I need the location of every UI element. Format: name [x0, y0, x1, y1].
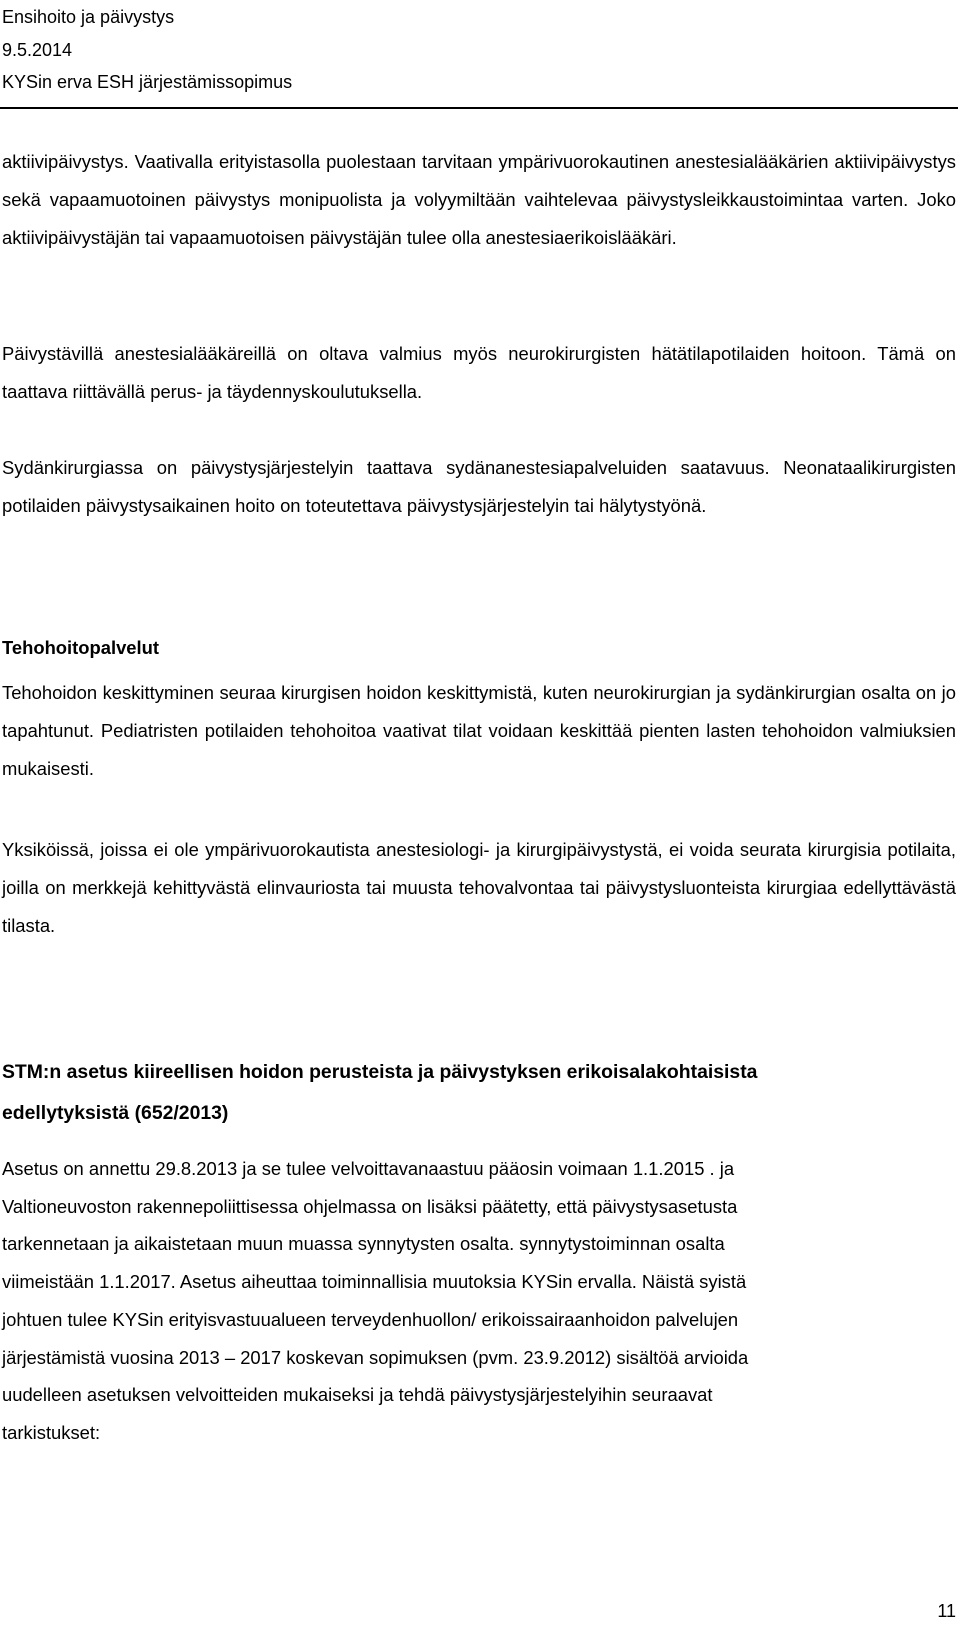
header-date: 9.5.2014	[2, 40, 73, 60]
section-heading-intensive-care: Tehohoitopalvelut	[2, 637, 159, 658]
decree-text-line: uudelleen asetuksen velvoitteiden mukaiseksi ja tehdä päivystysjärjestelyihin seuraavat	[2, 1384, 713, 1405]
paragraph-cardiac-surgery: Sydänkirurgiassa on päivystysjärjestelyin taattava sydänanestesiapalveluiden saatavuus. Neonataalikirurgisten potilaiden päivystysaikainen hoito on toteutettava päivystysjärjestelyin tai hälytystyönä.	[2, 457, 956, 516]
decree-text-line: tarkistukset:	[2, 1422, 101, 1443]
paragraph-neurosurgical-emergency: Päivystävillä anestesialääkäreillä on oltava valmius myös neurokirurgisten hätätilapotilaiden hoitoon. Tämä on taattava riittävällä perus- ja täydennyskoulutuksella.	[2, 343, 956, 402]
header-divider	[0, 107, 958, 109]
page-number: 11	[937, 1601, 956, 1621]
header-subtitle: KYSin erva ESH järjestämissopimus	[2, 72, 293, 92]
decree-text-line: tarkennetaan ja aikaistetaan muun muassa synnytysten osalta. synnytystoiminnan osalta	[2, 1233, 725, 1254]
paragraph-units-without-on-call: Yksiköissä, joissa ei ole ympärivuorokautista anestesiologi- ja kirurgipäivystystä, ei voida seurata kirurgisia potilaita, joilla on merkkejä kehittyvästä elinvauriosta tai muusta tehovalvontaa tai päivystysluonteista kirurgiaa edellyttävästä tilasta.	[2, 839, 956, 936]
decree-text-line: Valtioneuvoston rakennepoliittisessa ohjelmassa on lisäksi päätetty, että päivystysasetusta	[2, 1196, 738, 1217]
paragraph-intensive-care: Tehohoidon keskittyminen seuraa kirurgisen hoidon keskittymistä, kuten neurokirurgian ja sydänkirurgian osalta on jo tapahtunut. Pediatristen potilaiden tehohoitoa vaativat tilat voidaan keskittää pienten lasten tehohoidon valmiuksien mukaisesti.	[2, 682, 956, 779]
paragraph-anesthesia-on-call: aktiivipäivystys. Vaativalla erityistasolla puolestaan tarvitaan ympärivuorokautinen anestesialääkärien aktiivipäivystys sekä vapaamuotoinen päivystys monipuolista ja volyymiltään vaihtelevaa päivystysleikkaustoimintaa varten. Joko aktiivipäivystäjän tai vapaamuotoisen päivystäjän tulee olla anestesiaerikoislääkäri.	[2, 151, 956, 248]
decree-text-line: viimeistään 1.1.2017. Asetus aiheuttaa toiminnallisia muutoksia KYSin ervalla. Näistä syistä	[2, 1271, 747, 1292]
decree-text-line: Asetus on annettu 29.8.2013 ja se tulee velvoittavanaastuu pääosin voimaan 1.1.2015 . ja	[2, 1158, 735, 1179]
decree-text-line: järjestämistä vuosina 2013 – 2017 koskevan sopimuksen (pvm. 23.9.2012) sisältöä arvioida	[2, 1347, 749, 1368]
section-heading-stm-decree-line2: edellytyksistä (652/2013)	[2, 1102, 229, 1124]
section-heading-stm-decree: STM:n asetus kiireellisen hoidon perusteista ja päivystyksen erikoisalakohtaisista	[2, 1061, 758, 1083]
header-title: Ensihoito ja päivystys	[2, 7, 175, 27]
decree-text-line: johtuen tulee KYSin erityisvastuualueen terveydenhuollon/ erikoissairaanhoidon palvelujen	[2, 1309, 739, 1330]
